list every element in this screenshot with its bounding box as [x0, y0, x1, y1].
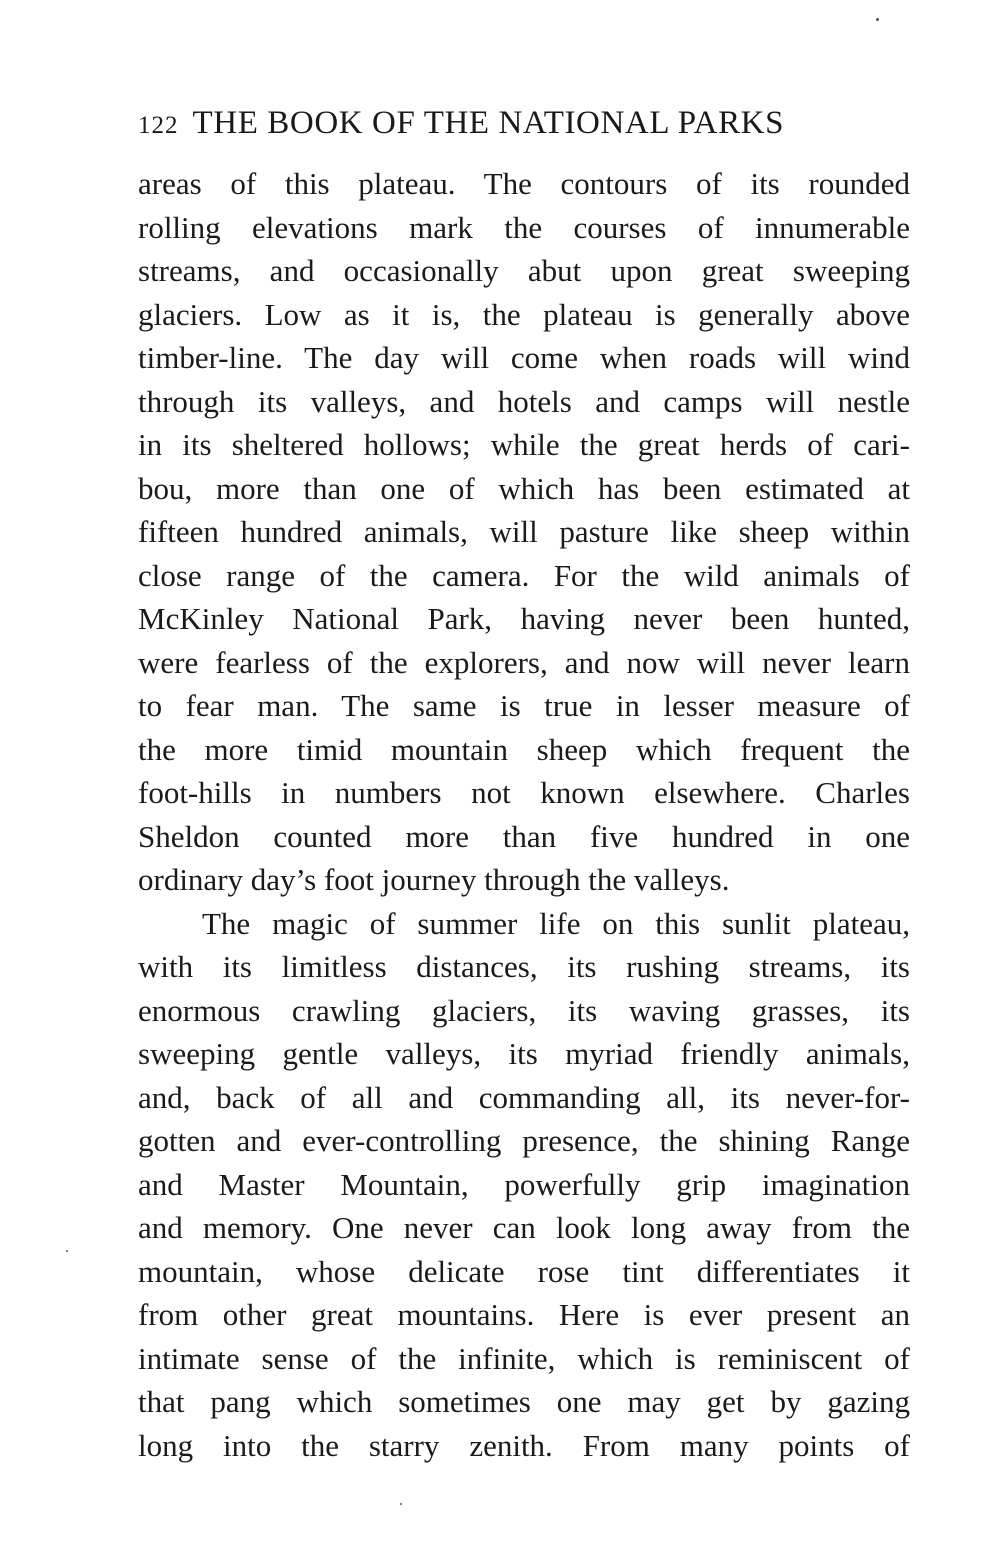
- text-line: The magic of summer life on this sunlit plateau,: [202, 905, 910, 941]
- text-line: through its valleys, and hotels and camps will nestle: [138, 383, 910, 419]
- text-line: enormous crawling glaciers, its waving grasses, its: [138, 992, 910, 1028]
- text-line: McKinley National Park, having never been hunted,: [138, 601, 910, 636]
- text-line: close range of the camera. For the wild animals of: [138, 557, 910, 593]
- text-line: foot-hills in numbers not known elsewhere. Charles: [138, 775, 910, 810]
- text-line: gotten and ever-controlling presence, the shining Range: [138, 1123, 910, 1158]
- text-line: rolling elevations mark the courses of innumerable: [138, 209, 910, 245]
- text-line: timber-line. The day will come when roads will wind: [138, 340, 910, 375]
- body-text: [138, 162, 910, 1467]
- text-line: were fearless of the explorers, and now will never learn: [138, 644, 910, 680]
- text-line: the more timid mountain sheep which frequent the: [138, 731, 910, 767]
- running-header: [138, 101, 910, 145]
- text-line: and memory. One never can look long away from the: [138, 1210, 910, 1245]
- text-line: bou, more than one of which has been estimated at: [138, 470, 910, 506]
- text-line: Sheldon counted more than five hundred in one: [138, 818, 910, 854]
- running-title: THE BOOK OF THE NATIONAL PARKS: [192, 105, 785, 141]
- text-line: glaciers. Low as it is, the plateau is generally above: [138, 296, 910, 332]
- text-line: that pang which sometimes one may get by gazing: [138, 1384, 910, 1419]
- paragraph-2: [138, 902, 910, 1468]
- paper-speck: [876, 18, 879, 21]
- paper-speck: [66, 1250, 68, 1252]
- text-line: mountain, whose delicate rose tint differentiates it: [138, 1253, 910, 1289]
- text-line: fifteen hundred animals, will pasture like sheep within: [138, 514, 910, 549]
- text-line: and Master Mountain, powerfully grip imagination: [138, 1166, 910, 1202]
- text-line: sweeping gentle valleys, its myriad friendly animals,: [138, 1036, 910, 1071]
- paper-speck: [400, 1503, 402, 1505]
- text-line: from other great mountains. Here is ever present an: [138, 1297, 910, 1332]
- text-line: areas of this plateau. The contours of its rounded: [138, 166, 910, 201]
- text-line: long into the starry zenith. From many points of: [138, 1427, 910, 1463]
- text-line: in its sheltered hollows; while the great herds of cari-: [138, 427, 910, 462]
- text-line: ordinary day’s foot journey through the valleys.: [138, 862, 730, 897]
- page-number: 122: [138, 112, 179, 139]
- text-line: and, back of all and commanding all, its never-for-: [138, 1079, 910, 1115]
- text-line: with its limitless distances, its rushing streams, its: [138, 949, 910, 984]
- text-line: streams, and occasionally abut upon great sweeping: [138, 253, 910, 288]
- paragraph-1: [138, 162, 910, 902]
- text-line: to fear man. The same is true in lesser measure of: [138, 688, 910, 723]
- text-line: intimate sense of the infinite, which is reminiscent of: [138, 1340, 910, 1376]
